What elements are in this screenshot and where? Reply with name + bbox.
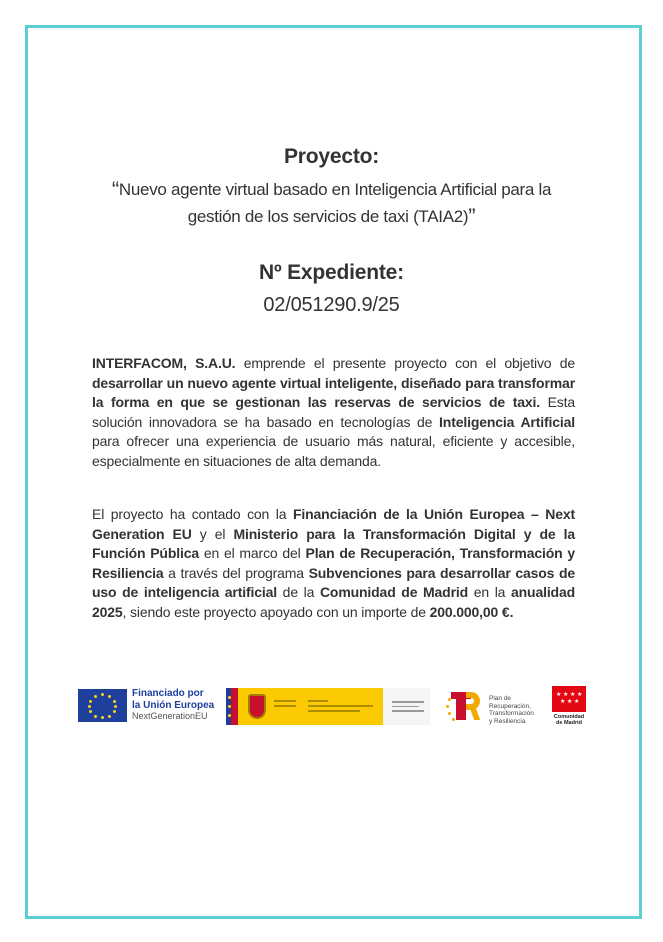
bold-span: Inteligencia Artificial xyxy=(439,413,575,430)
text-span: en la xyxy=(468,584,511,600)
funding-amount: 200.000,00 €. xyxy=(429,603,514,620)
comunidad-madrid-logo xyxy=(552,686,586,728)
eu-line2: la Unión Europea xyxy=(132,699,215,711)
text-span: Esta solución innovadora se ha basado en tecnologías de xyxy=(92,394,575,430)
text-span: emprende el presente proyecto con el objetivo de xyxy=(235,355,576,371)
madrid-line1: Comunidad xyxy=(553,714,585,720)
eu-line3: NextGenerationEU xyxy=(132,711,208,721)
text-span: en el marco del xyxy=(198,545,306,561)
prtr-line2: Recuperación, xyxy=(489,702,531,710)
project-title: Proyecto: xyxy=(283,145,380,168)
text-span: El proyecto ha contado con la xyxy=(92,506,293,522)
open-quote: “ xyxy=(111,177,119,202)
madrid-line2: de Madrid xyxy=(556,720,582,726)
text-span: para ofrecer una experiencia de usuario más natural, eficiente y accesible, especialmente en situaciones de alta demanda. xyxy=(92,433,575,469)
bold-span: desarrollar un nuevo agente virtual inteligente, diseñado para transformar la forma en que se gestionan las reservas de servicios de taxi. xyxy=(92,374,575,410)
ministry-text xyxy=(308,700,430,710)
text-span: y el xyxy=(191,525,234,542)
prtr-text xyxy=(489,695,534,725)
text-span: , siendo este proyecto apoyado con un importe de xyxy=(122,603,430,620)
close-quote: ” xyxy=(468,204,476,229)
bold-span: Financiación de la Unión Europea – Next Generation EU xyxy=(92,506,575,542)
company-name: INTERFACOM, S.A.U. xyxy=(92,355,236,371)
madrid-text xyxy=(552,714,586,726)
expediente-value: 02/051290.9/25 xyxy=(263,294,400,316)
prtr-line1: Plan de xyxy=(489,695,512,702)
prtr-line4: y Resiliencia xyxy=(489,717,526,725)
gobierno-espana-logo xyxy=(226,688,430,725)
expediente-label: Nº Expediente: xyxy=(259,261,404,284)
project-name-text: Nuevo agente virtual basado en Inteligencia Artificial para la gestión de los servicios de taxi (TAIA2) xyxy=(118,180,552,226)
red-stripe xyxy=(231,688,238,725)
eu-funding-text xyxy=(132,688,214,723)
eu-line1: Financiado por xyxy=(132,688,204,699)
bold-span: Ministerio para la Transformación Digital y de la Función Pública xyxy=(92,525,575,561)
prtr-line3: Transformación xyxy=(489,710,534,717)
paragraph-funding xyxy=(92,505,575,622)
text-span: de la xyxy=(276,584,320,600)
bold-span: Comunidad de Madrid xyxy=(319,584,469,600)
bold-span: anualidad 2025 xyxy=(92,584,575,620)
bold-span: Plan de Recuperación, Transformación y Resiliencia xyxy=(92,545,575,581)
madrid-stars-icon: ★ ★ ★ ★ ★ ★ ★ xyxy=(552,686,586,712)
eu-flag-icon xyxy=(78,689,127,722)
bold-span: Subvenciones para desarrollar casos de uso de inteligencia artificial xyxy=(92,564,575,600)
paragraph-objective xyxy=(92,354,575,471)
coat-of-arms-icon xyxy=(248,694,266,719)
funding-logos-strip xyxy=(0,686,663,731)
text-span: a través del programa xyxy=(163,564,309,581)
project-name xyxy=(100,176,563,230)
